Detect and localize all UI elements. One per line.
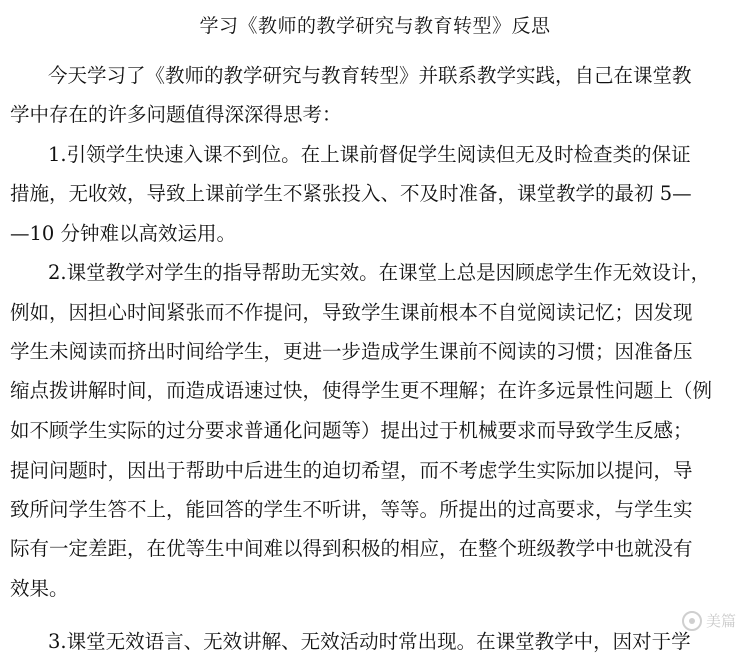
text-line: 致所问学生答不上，能回答的学生不听讲，等等。所提出的过高要求，与学生实 [10, 498, 693, 521]
text-line: 学中存在的许多问题值得深深得思考： [10, 103, 342, 126]
text-line: 如不顾学生实际的过分要求普通化问题等）提出过于机械要求而导致学生反感； [10, 419, 693, 442]
text-line: 措施，无收效，导致上课前学生不紧张投入、不及时准备，课堂教学的最初 5— [10, 182, 692, 205]
watermark [682, 610, 736, 631]
text-line: 2.课堂教学对学生的指导帮助无实效。在课堂上总是因顾虑学生作无效设计， [48, 261, 711, 284]
text-line: 3.课堂无效语言、无效讲解、无效活动时常出现。在课堂教学中，因对于学 [48, 630, 691, 653]
text-line: 今天学习了《教师的教学研究与教育转型》并联系教学实践，自己在课堂教 [48, 64, 692, 87]
watermark-text: 美篇 [705, 612, 736, 630]
text-line: 效果。 [10, 577, 69, 600]
document-title: 学习《教师的教学研究与教育转型》反思 [199, 15, 551, 37]
text-line: 学生未阅读而挤出时间给学生，更进一步造成学生课前不阅读的习惯；因准备压 [10, 340, 693, 363]
text-line: 际有一定差距，在优等生中间难以得到积极的相应，在整个班级教学中也就没有 [10, 537, 693, 560]
text-line: 缩点拨讲解时间，而造成语速过快，使得学生更不理解；在许多远景性问题上（例 [10, 379, 713, 402]
meipian-logo-icon [682, 611, 702, 631]
text-line: —10 分钟难以高效运用。 [10, 222, 237, 245]
text-line: 1.引领学生快速入课不到位。在上课前督促学生阅读但无及时检查类的保证 [48, 143, 691, 166]
text-line: 例如，因担心时间紧张而不作提问，导致学生课前根本不自觉阅读记忆；因发现 [10, 301, 693, 324]
text-line: 提问问题时，因出于帮助中后进生的迫切希望，而不考虑学生实际加以提问，导 [10, 459, 693, 482]
